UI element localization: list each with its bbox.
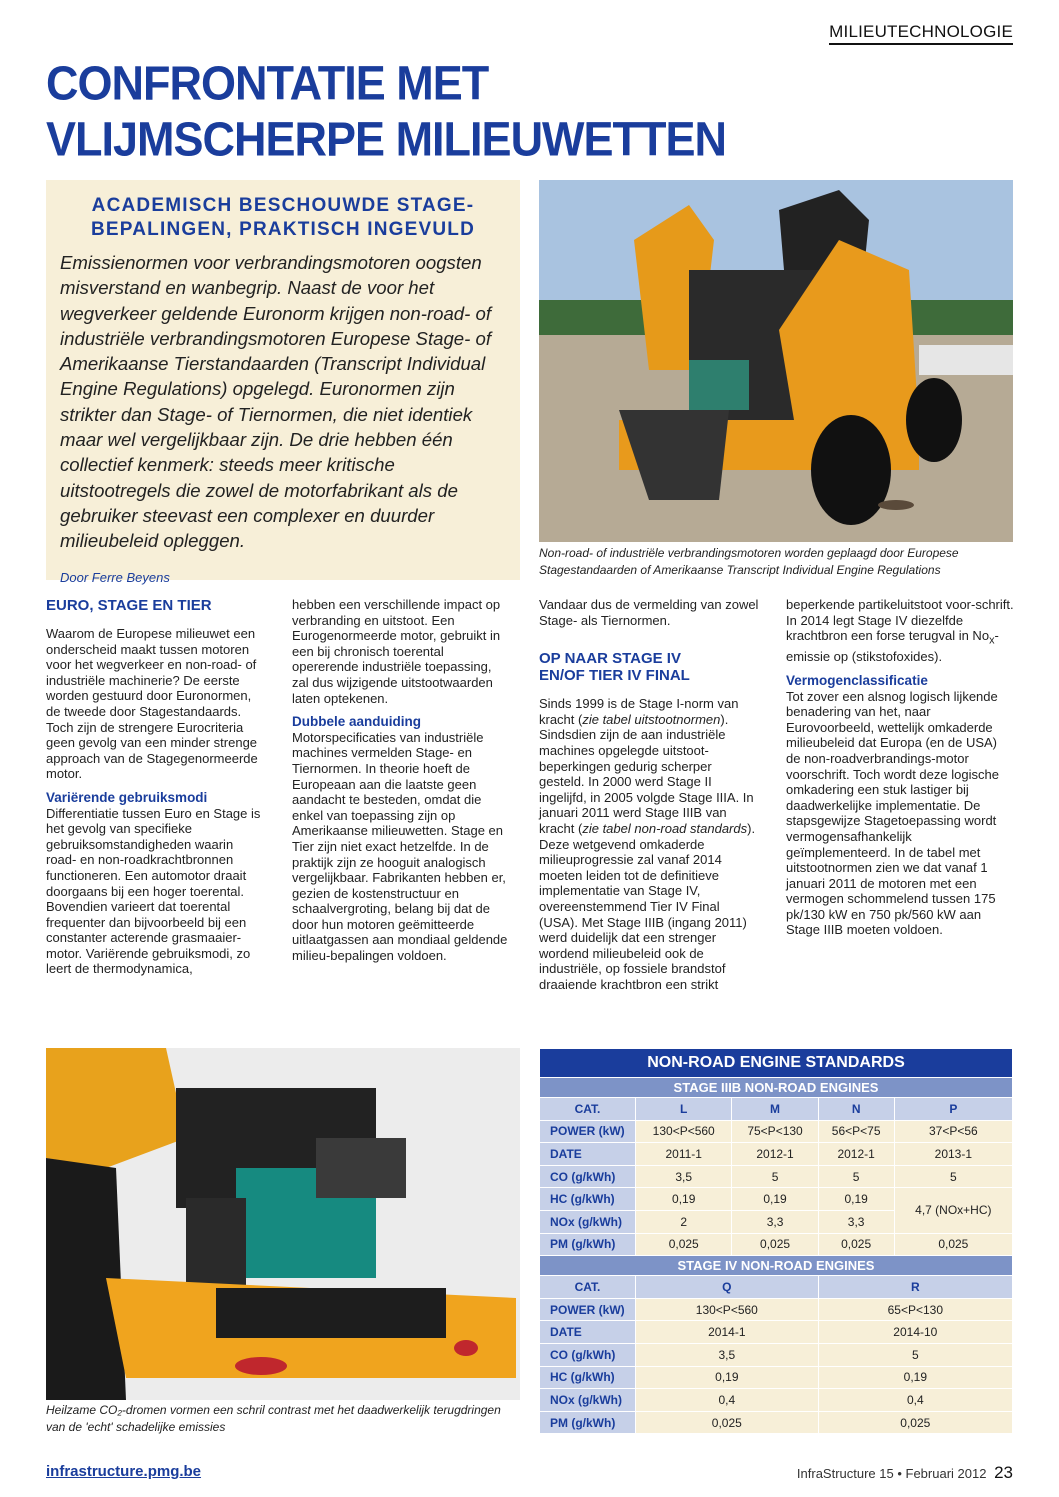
- table-cell: 2: [636, 1210, 732, 1233]
- table-row: [540, 1366, 1013, 1389]
- table-title: NON-ROAD ENGINE STANDARDS: [540, 1049, 1013, 1078]
- cat-header: M: [732, 1098, 818, 1121]
- column-1: [46, 597, 264, 977]
- col3-paragraph-2: [539, 696, 759, 992]
- photo-dump-truck: [539, 180, 1013, 542]
- footer-issue: [797, 1463, 1013, 1483]
- dump-truck-illustration: [539, 180, 1013, 542]
- col3-text-c: ). Deze wetgevend omkaderde milieuprogressie zal vanaf 2014 moeten leiden tot de definitieve implementatie van Stage IV, overeenstemmend Tier IV Final (USA). Met Stage IIIB (ingang 2011) werd duidelijk dat een strenger wordend milieubeleid ook de industriële, op fossiele brandstof draaiende krachtbron een strikt: [539, 820, 756, 992]
- table-cell: 0,025: [894, 1233, 1012, 1256]
- col1-paragraph-1: Waarom de Europese milieuwet een onderscheid maakt tussen motoren voor het wegverkeer en non-road- of industriële machinerie? De eerste worden gestuurd door Euronormen, de tweede door Stagestandaards. Toch zijn de strengere Eurocriteria geen gevolg van een minder strenge approach van de Stagegenormeerde motor.: [46, 626, 258, 782]
- table-cell: 2014-1: [636, 1321, 819, 1344]
- table-reference-2: zie tabel non-road standards: [582, 820, 748, 836]
- table-cell: 5: [818, 1343, 1012, 1366]
- table-cell: 65<P<130: [818, 1298, 1012, 1321]
- table-cell: 0,19: [818, 1366, 1012, 1389]
- col3-paragraph-1: Vandaar dus de vermelding van zowel Stage- als Tiernormen.: [539, 597, 759, 628]
- table-cell: 2013-1: [894, 1143, 1012, 1166]
- col3-text-b: ). Sindsdien zijn de aan industriële machines opgelegde uitstoot-beperkingen gedurig scherper gesteld. In 2000 werd Stage II ingelijfd, in 2005 volgde Stage IIIA. In januari 2011 werd Stage IIIB van kracht (: [539, 711, 754, 836]
- row-label: DATE: [540, 1143, 636, 1166]
- col2-paragraph-2: Motorspecificaties van industriële machines vermelden Stage- en Tiernormen. In theorie hoeft de Europeaan aan die laatste geen aandacht te besteden, omdat die enkel van toepassing zijn op Amerikaanse milieuwetten. Stage en Tier zijn niet exact hetzelfde. In de praktijk zijn ze hooguit analogisch vergelijkbaar. Fabrikanten hebben er, gezien de kostenstructuur en schaalvergroting, belang bij dat de door hun motoren geëmitteerde uitlaatgassen aan mondiaal geldende milieu-bepalingen voldoen.: [292, 729, 508, 964]
- table-row: [540, 1411, 1013, 1434]
- table-cell: 130<P<560: [636, 1298, 819, 1321]
- table-row: [540, 1120, 1013, 1143]
- table-cell: 0,4: [818, 1389, 1012, 1412]
- heading-stage-iv-line-1: OP NAAR STAGE IV: [539, 650, 681, 668]
- table-cell: 2012-1: [818, 1143, 894, 1166]
- byline: Door Ferre Beyens: [60, 569, 170, 585]
- table-cell: 0,19: [818, 1188, 894, 1211]
- cat-header: R: [818, 1276, 1012, 1299]
- table-row: [540, 1321, 1013, 1344]
- table-cell: 0,19: [636, 1188, 732, 1211]
- section-tag: MILIEUTECHNOLOGIE: [829, 22, 1013, 45]
- row-label: CO (g/kWh): [540, 1165, 636, 1188]
- table-cell: 3,5: [636, 1165, 732, 1188]
- table-cell: 3,3: [818, 1210, 894, 1233]
- intro-subtitle: [60, 194, 506, 242]
- col4-subscript: x: [989, 634, 995, 647]
- subheading-gebruiksmodi: Variërende gebruiksmodi: [46, 789, 208, 805]
- cat-label: CAT.: [540, 1098, 636, 1121]
- table-row: [540, 1165, 1013, 1188]
- table-cell: 0,19: [636, 1366, 819, 1389]
- table-cell: 130<P<560: [636, 1120, 732, 1143]
- table-row: [540, 1389, 1013, 1412]
- photo-top-caption: Non-road- of industriële verbrandingsmotoren worden geplaagd door Europese Stagestandaarden of Amerikaanse Transcript Individual Engine Regulations: [539, 546, 959, 577]
- table-cell: 0,4: [636, 1389, 819, 1412]
- issue-label: InfraStructure 15 • Februari 2012: [796, 1466, 987, 1481]
- title-line-1: CONFRONTATIE MET: [46, 55, 489, 111]
- intro-subtitle-line-1: ACADEMISCH BESCHOUWDE STAGE-: [91, 195, 475, 216]
- table-cell: 0,025: [732, 1233, 818, 1256]
- cat-header: Q: [636, 1276, 819, 1299]
- col4-text-a: beperkende partikeluitstoot voor-schrift. In 2014 legt Stage IV diezelfde krachtbron een forse terugval in No: [786, 597, 1014, 644]
- col2-paragraph-1: hebben een verschillende impact op verbranding en uitstoot. Een Eurogenormeerde motor, gebruikt in een bij chronisch toerental opererende industriële toepassing, zal dus wijzigende uitstootwaarden laten optekenen.: [292, 597, 501, 706]
- photo-bottom-caption: Heilzame CO₂-dromen vormen een schril contrast met het daadwerkelijk terugdringen van de 'echt' schadelijke emissies: [46, 1403, 501, 1434]
- footer-website-link[interactable]: infrastructure.pmg.be: [46, 1463, 202, 1480]
- row-label: CO (g/kWh): [540, 1343, 636, 1366]
- table-row: [540, 1343, 1013, 1366]
- intro-subtitle-line-2: BEPALINGEN, PRAKTISCH INGEVULD: [90, 219, 475, 240]
- table-cell: 37<P<56: [894, 1120, 1012, 1143]
- heading-euro-stage-tier: EURO, STAGE EN TIER: [46, 597, 212, 614]
- col4-paragraph-1: [786, 597, 1014, 665]
- article-title: [46, 55, 866, 167]
- subheading-dubbele-aanduiding: Dubbele aanduiding: [292, 714, 422, 730]
- intro-box: [46, 180, 520, 585]
- table-cell: 56<P<75: [818, 1120, 894, 1143]
- table-row: [540, 1188, 1013, 1211]
- stage-iiib-band: STAGE IIIB NON-ROAD ENGINES: [540, 1078, 1013, 1098]
- table-row: [540, 1098, 1013, 1121]
- row-label: DATE: [540, 1321, 636, 1344]
- col4-text-b: -emissie op (stikstofoxides).: [786, 628, 999, 665]
- table-cell: 3,5: [636, 1343, 819, 1366]
- row-label: HC (g/kWh): [540, 1188, 636, 1211]
- row-label: HC (g/kWh): [540, 1366, 636, 1389]
- column-4: [786, 597, 1014, 938]
- table-cell: 2014-10: [818, 1321, 1012, 1344]
- column-2: [292, 597, 510, 964]
- table-cell: 2011-1: [636, 1143, 732, 1166]
- table-cell: 5: [894, 1165, 1012, 1188]
- table-row: [540, 1143, 1013, 1166]
- cat-header: P: [894, 1098, 1012, 1121]
- table-cell: 5: [818, 1165, 894, 1188]
- col1-paragraph-2: Differentiatie tussen Euro en Stage is het gevolg van specifieke gebruiksomstandigheden waarin road- en non-roadkrachtbronnen functioneren. Een automotor draait doorgaans bij een hoger toerental. Bovendien varieert dat toerental frequenter dan bijvoorbeeld bij een constanter acterende grasmaaier-motor. Variërende gebruiksmodi, zo leert de thermodynamica,: [46, 805, 261, 977]
- heading-stage-iv-line-2: EN/OF TIER IV FINAL: [539, 667, 690, 685]
- cat-label: CAT.: [540, 1276, 636, 1299]
- table-cell: 0,19: [732, 1188, 818, 1211]
- emission-standards-table: [539, 1048, 1013, 1442]
- engine-illustration: [46, 1048, 520, 1400]
- row-label: NOx (g/kWh): [540, 1210, 636, 1233]
- row-label: PM (g/kWh): [540, 1233, 636, 1256]
- page-number: 23: [994, 1463, 1013, 1482]
- table-cell-merged: 4,7 (NOx+HC): [894, 1188, 1012, 1233]
- table-cell: 2012-1: [732, 1143, 818, 1166]
- table-cell: 0,025: [818, 1411, 1012, 1434]
- cat-header: N: [818, 1098, 894, 1121]
- table-cell: 0,025: [636, 1411, 819, 1434]
- table-cell: 0,025: [818, 1233, 894, 1256]
- cat-header: L: [636, 1098, 732, 1121]
- heading-stage-iv: [539, 650, 759, 684]
- stage-iv-band: STAGE IV NON-ROAD ENGINES: [540, 1256, 1013, 1276]
- col4-paragraph-2: Tot zover een alsnog logisch lijkende benadering van het, naar Eurovoorbeeld, wettelijk omkaderde milieubeleid dat Europa (en de USA) de non-roadverbrandings-motor voorschrift. Toch wordt deze logische omkadering een stuk lastiger bij daadwerkelijke implementatie. De stapsgewijze Stagetoepassing wordt vermogensafhankelijk geïmplementeerd. In de tabel met uitstootnormen zien we dat vanaf 1 januari 2011 de motoren met een vermogen schommelend tussen 175 pk/130 kW en 750 pk/560 kW aan Stage IIIB moeten voldoen.: [786, 688, 999, 938]
- row-label: NOx (g/kWh): [540, 1389, 636, 1412]
- table-cell: 0,025: [636, 1233, 732, 1256]
- row-label: PM (g/kWh): [540, 1411, 636, 1434]
- table-cell: 75<P<130: [732, 1120, 818, 1143]
- title-line-2: VLIJMSCHERPE MILIEUWETTEN: [46, 111, 727, 167]
- col3-text-a: Sinds 1999 is de Stage I-norm van kracht (: [539, 696, 739, 727]
- table-row: [540, 1276, 1013, 1299]
- table-row: [540, 1233, 1013, 1256]
- photo-engine-compartment: [46, 1048, 520, 1400]
- table-reference-1: zie tabel uitstootnormen: [582, 711, 721, 727]
- subheading-vermogenclassificatie: Vermogenclassificatie: [786, 672, 928, 688]
- column-3: [539, 597, 759, 992]
- row-label: POWER (kW): [540, 1298, 636, 1321]
- table-cell: 3,3: [732, 1210, 818, 1233]
- intro-text: Emissienormen voor verbrandingsmotoren oogsten misverstand en wanbegrip. Naast de voor het wegverkeer geldende Euronorm krijgen non-road- of industriële verbrandingsmotoren Europese Stage- of Amerikaanse Tierstandaarden (Transcript Individual Engine Regulations) opgelegd. Euronormen zijn strikter dan Stage- of Tiernormen, die niet identiek maar wel vergelijkbaar zijn. De drie hebben één collectief kenmerk: steeds meer kritische uitstootregels die zowel de motorfabrikant als de gebruiker steevast een complexer en duurder milieubeleid opleggen.: [60, 252, 492, 552]
- table-cell: 5: [732, 1165, 818, 1188]
- table-row: [540, 1298, 1013, 1321]
- row-label: POWER (kW): [540, 1120, 636, 1143]
